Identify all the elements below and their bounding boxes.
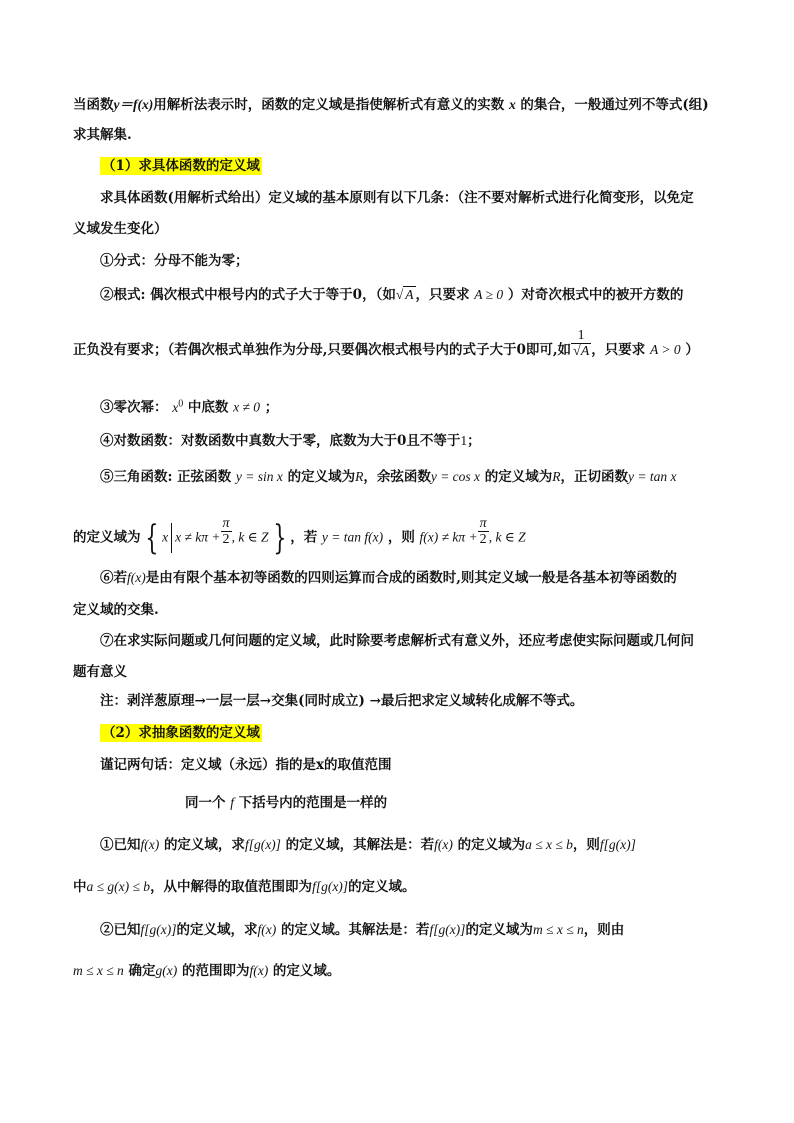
function-fgx: f[g(x)] [429,922,466,937]
method-1-text: 的定义域，求 [163,837,245,853]
intro-text: 的集合，一般通过列不等式(组) [520,97,709,113]
method-2-text: 的范围即为 [181,963,250,979]
rule-5-text: ，余弦函数 [363,469,431,485]
cosine-function: y = cos x [430,469,481,484]
principle-line-2: 义域发生变化） [73,221,168,237]
rule-2-text: ②根式: 偶次根式中根号内的式子大于等于0，（如 [100,287,396,303]
method-1-line-1 [100,836,636,854]
zero-power [172,400,183,415]
fraction-denominator: √A [573,344,590,359]
tangent-function: y = tan x [628,469,677,484]
composite-condition-k: , k ∈ Z [488,529,526,545]
rule-5-text: 的定义域为 [73,529,141,546]
section2-heading [100,724,262,742]
fraction-denominator: 2 [221,531,232,547]
method-2-text: 确定 [128,963,156,979]
set-R: R [552,469,561,484]
rule-3 [100,395,278,417]
rule-3-text: ③零次幂： [100,399,168,416]
set-R: R [355,469,364,484]
note: 注：剥洋葱原理→一层一层→交集(同时成立) →最后把求定义域转化成解不等式。 [100,693,584,709]
rule-7-line-2: 题有意义 [73,664,127,680]
fraction [571,328,591,359]
section1-heading [100,157,262,175]
domain-range: m ≤ x ≤ n [532,922,584,937]
function-fgx: f[g(x)] [244,837,281,852]
rule-2-line-2 [73,328,699,359]
function-gx: g(x) [155,963,178,978]
method-2-text: 的定义域，求 [176,922,258,938]
method-2-text: ②已知 [100,922,141,938]
right-brace: } [272,518,286,558]
method-1-text: ①已知 [100,837,141,853]
rule-2-text: 正负没有要求；（若偶次根式单独作为分母,只要偶次根式根号内的式子大于0即可,如 [73,342,572,358]
rule-5-text: 的定义域为 [484,469,553,485]
method-2-text: 的定义域。 [272,963,341,979]
same-f-line [185,794,387,812]
rule-5-text: 的定义域为 [287,469,356,485]
pi-over-two [478,516,489,547]
left-brace: { [144,518,158,558]
function-notation: y＝f(x) [113,97,154,112]
function-fx: f(x) [434,837,453,852]
method-1-line-2 [73,878,416,896]
section1-heading-text: （1）求具体函数的定义域 [102,158,260,174]
rule-5-text: ，若 [290,529,318,546]
sine-function: y = sin x [235,469,283,484]
number-one: 1 [460,433,468,448]
method-2-line-1 [100,921,624,939]
exponent: 0 [178,398,184,409]
set-condition: x ≠ kπ + [175,529,221,545]
function-fx: f(x) [257,922,277,937]
section2-heading-text: （2）求抽象函数的定义域 [102,725,260,741]
fraction-numerator: 1 [577,328,585,343]
same-f-text: 下括号内的范围是一样的 [238,795,388,811]
fraction-numerator: π [479,515,487,531]
rule-6-line-2: 定义域的交集. [73,602,159,618]
method-1-text: 中 [73,879,87,895]
radicand: A [405,287,414,302]
domain-range: m ≤ x ≤ n [73,963,124,978]
fraction-denominator: 2 [478,531,489,547]
method-2-text: 的定义域为 [465,922,533,938]
condition: A ≥ 0 [474,287,504,302]
tangent-composite: y = tan f(x) [321,529,384,545]
composite-condition: f(x) ≠ kπ + [419,529,478,545]
rule-5-text: ，则 [387,529,415,546]
rule-5-text: ，正切函数 [560,469,628,485]
method-2-text: 的定义域。其解法是：若 [280,922,430,938]
method-2-text: ，则由 [583,922,625,938]
rule-1: ①分式：分母不能为零； [100,253,249,269]
function-f: f [230,795,234,810]
rule-2-text: ） [685,342,699,358]
rule-2-text: ）对奇次根式中的被开方数的 [507,287,684,303]
rule-6-text: 是由有限个基本初等函数的四则运算而合成的函数时,则其定义域一般是各基本初等函数的 [145,570,677,586]
rule-4-text: ； [467,433,481,449]
rule-6-line-1 [100,569,677,587]
inner-range: a ≤ g(x) ≤ b [86,879,151,894]
set-variable: x [162,529,169,545]
remember-line: 谨记两句话：定义域（永远）指的是x的取值范围 [100,757,392,773]
method-1-text: 的定义域。 [348,879,416,895]
rule-2-text: ，只要求 [415,287,470,303]
variable-x: x [508,97,516,112]
rule-6-text: ⑥若 [100,570,127,586]
rule-2-text: ，只要求 [591,342,646,358]
function-fgx: f[g(x)] [140,922,177,937]
rule-4 [100,432,481,450]
rule-3-text: ； [264,399,279,416]
function-fx: f(x) [249,963,269,978]
set-condition-k: , k ∈ Z [231,529,269,545]
rule-5-line-1 [100,468,676,486]
rule-5-text: ⑤三角函数: 正弦函数 [100,469,232,485]
rule-5-line-2 [73,515,526,558]
method-1-text: 的定义域，其解法是：若 [285,837,435,853]
condition: x ≠ 0 [233,399,261,415]
function-fx: f(x) [127,570,146,585]
condition: A > 0 [650,342,681,357]
rule-4-text: ④对数函数：对数函数中真数大于零，底数为大于0且不等于 [100,433,461,449]
base: x [172,399,179,415]
set-bar [171,523,172,553]
fraction-numerator: π [222,515,230,531]
intro-line-2: 求其解集. [73,127,132,143]
function-fgx: f[g(x)] [312,879,349,894]
principle-line-1: 求具体函数(用解析式给出）定义域的基本原则有以下几条：（注不要对解析式进行化简变形，以免定 [100,190,694,206]
same-f-text: 同一个 [185,795,226,811]
rule-7-line-1: ⑦在求实际问题或几何问题的定义域，此时除要考虑解析式有意义外，还应考虑使实际问题或几何问 [100,633,694,649]
method-1-text: ，则 [572,837,600,853]
intro-text: 当函数 [73,97,114,113]
rule-2-line-1 [100,286,683,304]
intro-text: 用解析法表示时，函数的定义域是指使解析式有意义的实数 [153,97,505,113]
function-fx: f(x) [140,837,160,852]
method-2-line-2 [73,962,340,980]
domain-range: a ≤ x ≤ b [525,837,573,852]
sqrt-expression: √ A [395,287,414,302]
intro-line-1 [73,96,709,114]
function-fgx: f[g(x)] [599,837,636,852]
method-1-text: 的定义域为 [457,837,526,853]
radicand: A [580,344,590,359]
method-1-text: ，从中解得的取值范围即为 [150,879,313,895]
pi-over-two [221,516,232,547]
rule-3-text: 中底数 [187,399,229,416]
